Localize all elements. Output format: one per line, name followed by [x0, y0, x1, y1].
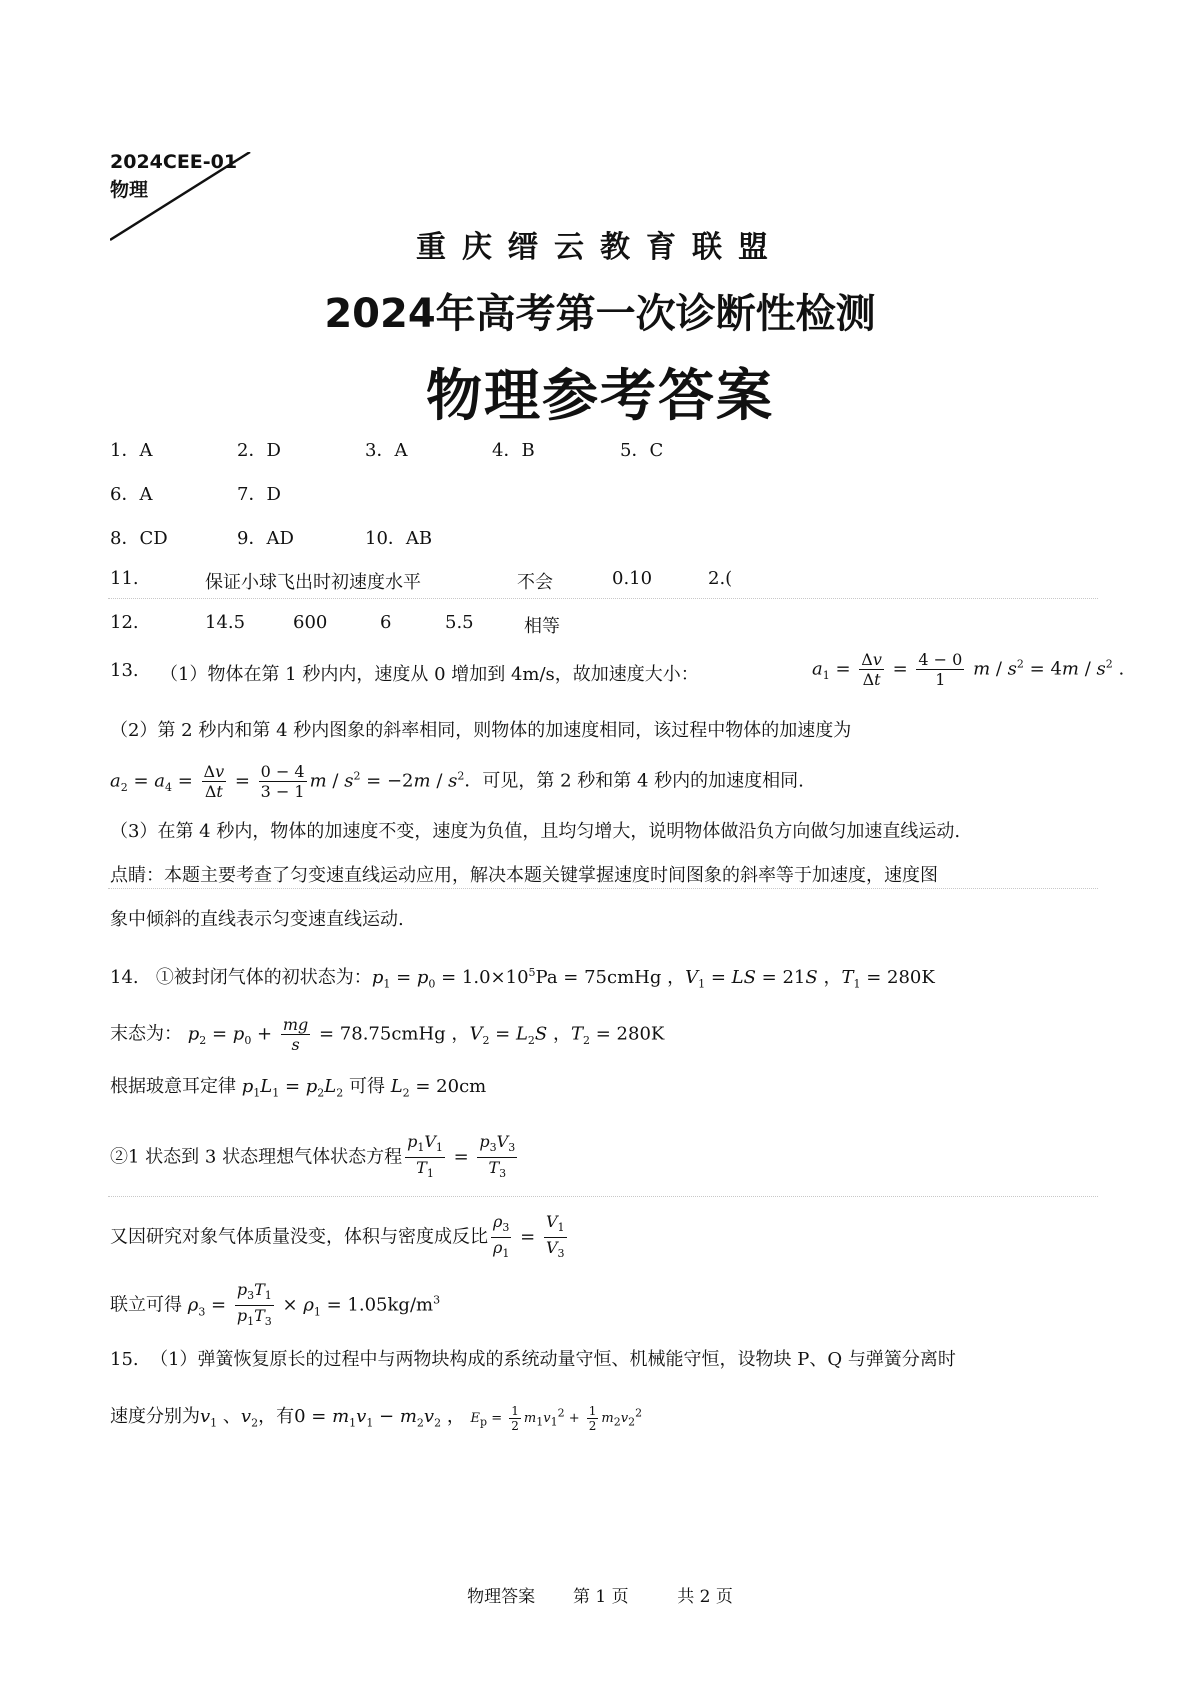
page-title: 物理参考答案 — [426, 364, 774, 429]
q12-answer-4: 5.5 — [445, 612, 474, 633]
q14-part1: 14. ①被封闭气体的初状态为：$p_1 = p_0 = 1.0\times 10^5Pa$ = 75cmHg ，$V_1$ = LS = 21S ，$T_1 = 280K$ — [110, 966, 935, 991]
q11-answer-4: 2.( — [708, 568, 733, 589]
choice-3: 3．A — [365, 440, 408, 461]
q13-comment-line2: 象中倾斜的直线表示匀变速直线运动. — [110, 909, 404, 930]
q13-comment-line1: 点睛：本题主要考查了匀变速直线运动应用，解决本题关键掌握速度时间图象的斜率等于加速度，速度图 — [110, 865, 938, 886]
exam-name: 2024年高考第一次诊断性检测 — [324, 291, 876, 337]
q14-part4: ②1 状态到 3 状态理想气体状态方程 $\frac{p_1V_1}{T_1}$ = $\frac{p_3V_3}{T_3}$ — [110, 1132, 516, 1181]
q12-answer-3: 6 — [380, 612, 392, 633]
q12-number: 12. — [110, 612, 139, 633]
choice-9: 9．AD — [237, 528, 294, 549]
choice-2: 2．D — [237, 440, 281, 461]
q14-part2: 末态为： $p_2 = p_0$ + $\frac{mg}{s}$ = 78.75cmHg ，$V_2 = L_2S$ ，$T_2 = 280K$ — [110, 1015, 665, 1054]
choice-6: 6．A — [110, 484, 153, 505]
q13-part2-formula: $a_2 = a_4$ = $\frac{\Delta v}{\Delta t}$ = $\frac{0 - 4}{3 - 1}$ $m / s^2 = -2m / s^2$．可见，第 2 秒和第 4 秒内的加速度相同. — [110, 762, 804, 801]
q13-formula-a1: $a_1$ = $\frac{\Delta v}{\Delta t}$ = $\frac{4 - 0}{1}$ $m / s^2 = 4m / s^2$ . — [812, 650, 1125, 689]
page-footer — [0, 1582, 1200, 1607]
dotted-separator — [108, 598, 1098, 599]
q13-part3: （3）在第 4 秒内，物体的加速度不变，速度为负值，且均匀增大，说明物体做沿负方向做匀加速直线运动. — [110, 821, 961, 842]
q13-part1: （1）物体在第 1 秒内内，速度从 0 增加到 4m/s，故加速度大小： — [160, 664, 699, 685]
q13-part2: （2）第 2 秒内和第 4 秒内图象的斜率相同，则物体的加速度相同，该过程中物体的加速度为 — [110, 720, 852, 741]
choice-10: 10．AB — [365, 528, 433, 549]
dotted-separator — [108, 888, 1098, 889]
q15-part2: 速度分别为$v_1$ 、$v_2$，有$0 = m_1v_1 - m_2v_2$ ， $E_p$ = $\frac{1}{2}$ $m_1v_1^2$ + $\frac{1}{2}$ $m_2v_2^2$ — [110, 1404, 643, 1433]
q11-number: 11. — [110, 568, 139, 589]
footer-doc-name: 物理答案 — [467, 1587, 536, 1607]
q14-part5: 又因研究对象气体质量没变，体积与密度成反比 $\frac{\rho_3}{\rho_1}$ = $\frac{V_1}{V_3}$ — [110, 1212, 565, 1261]
choice-1: 1．A — [110, 440, 153, 461]
q12-answer-1: 14.5 — [205, 612, 246, 633]
footer-total-pages: 共 2 页 — [677, 1587, 733, 1607]
q15-part1: 15. （1）弹簧恢复原长的过程中与两物块构成的系统动量守恒、机械能守恒，设物块 P、Q 与弹簧分离时 — [110, 1349, 956, 1370]
organization-name: 重庆缙云教育联盟 — [416, 230, 784, 265]
choice-5: 5．C — [620, 440, 664, 461]
dotted-separator — [108, 1196, 1098, 1197]
subject-label: 物理 — [110, 179, 149, 201]
choice-8: 8．CD — [110, 528, 168, 549]
q13-number: 13. — [110, 660, 139, 681]
exam-code-text: 2024CEE-01 — [110, 151, 238, 173]
q11-answer-2: 不会 — [517, 572, 553, 593]
choice-7: 7．D — [237, 484, 281, 505]
q14-part3: 根据玻意耳定律 $p_1L_1 = p_2L_2$ 可得 $L_2 = 20cm$ — [110, 1076, 487, 1100]
q11-answer-1: 保证小球飞出时初速度水平 — [205, 572, 421, 593]
q12-answer-5: 相等 — [524, 616, 560, 637]
choice-4: 4．B — [492, 440, 535, 461]
footer-page-number: 第 1 页 — [572, 1587, 629, 1607]
q14-part6: 联立可得 $\rho_3$ = $\frac{p_3T_1}{p_1T_3}$ × $\rho_1 = 1.05kg/m^3$ — [110, 1280, 441, 1329]
q13-part2-conclusion: ．可见，第 2 秒和第 4 秒内的加速度相同. — [464, 770, 804, 792]
q11-answer-3: 0.10 — [612, 568, 653, 589]
q12-answer-2: 600 — [293, 612, 328, 633]
